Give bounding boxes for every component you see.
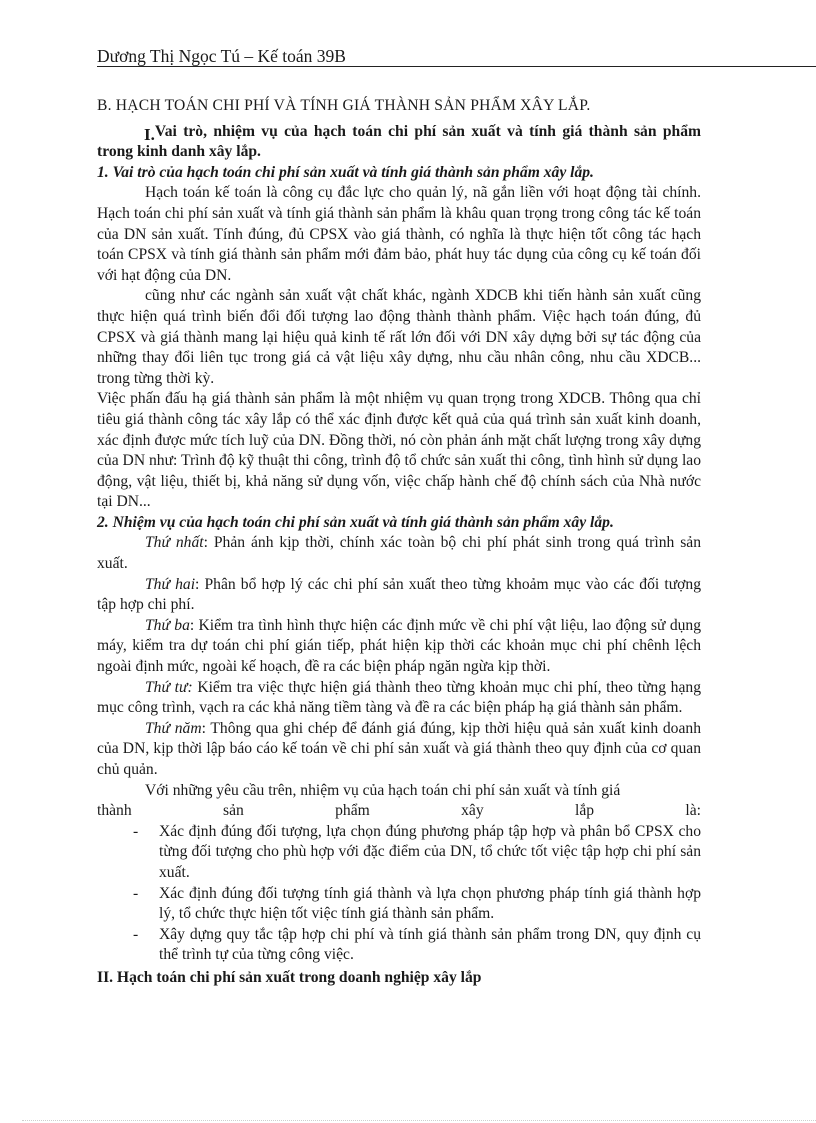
list-item: - Xác định đúng đối tượng tính giá thành và lựa chọn phương pháp tính giá thành hợp lý, tổ chức thực hiện tốt việc tính giá thành sản phẩm. xyxy=(159,884,701,925)
task-4-text: Kiểm tra việc thực hiện giá thành theo từng khoản mục chi phí, theo từng hạng mục công trình, vạch ra các khả năng tiềm tàng và đề ra các biện pháp hạ giá thành sản phẩm. xyxy=(97,678,701,717)
paragraph-3: Việc phấn đấu hạ giá thành sản phẩm là một nhiệm vụ quan trọng trong XDCB. Thông qua chỉ tiêu giá thành công tác xây lắp có thể xác định được kết quả của quá trình sản xuất kinh doanh, xác định được mức tích luỹ của DN. Đồng thời, nó còn phản ánh mặt chất lượng trong xây dựng của DN như: Trình độ kỹ thuật thi công, trình độ tổ chức sản xuất thi công, tình hình sử dụng lao động, vật liệu, thiết bị, khả năng sử dụng vốn, việc chấp hành chế độ chính sách của Nhà nước tại DN... xyxy=(97,390,701,511)
paragraph-1: Hạch toán kế toán là công cụ đắc lực cho quản lý, nã gắn liền với hoạt động tài chính. Hạch toán chi phí sản xuất và tính giá thành sản phẩm là khâu quan trọng trong công tác kế toán của DN sản xuất. Tính đúng, đủ CPSX vào giá thành, có nghĩa là thực hiện tốt công tác hạch toán CPSX và tính giá thành sản phẩm mới đảm bảo, phát huy tác dụng của công cụ kế toán đối với hạt động của DN. xyxy=(97,184,701,284)
task-4 xyxy=(97,678,701,719)
task-2-text: : Phân bổ hợp lý các chi phí sản xuất theo từng khoảm mục vào các đối tượng tập hợp chi phí. xyxy=(97,575,701,614)
task-1-label: Thứ nhất xyxy=(145,534,204,552)
subsection-2-heading: 2. Nhiệm vụ của hạch toán chi phí sản xuất và tính giá thành sản phẩm xây lắp. xyxy=(97,513,614,531)
requirements-intro-line-2: thành sản phẩm xây lắp là: xyxy=(97,802,701,820)
list-item: - Xây dựng quy tắc tập hợp chi phí và tính giá thành sản phẩm trong DN, quy định cụ thể trình tự của từng công việc. xyxy=(159,925,701,966)
task-5-text: : Thông qua ghi chép để đánh giá đúng, kịp thời hiệu quả sản xuất kinh doanh của DN, kịp thời lập báo cáo kế toán về chi phí sản xuất và giá thành theo quy định của cơ quan chủ quản. xyxy=(97,719,701,778)
paragraph-2: cũng như các ngành sản xuất vật chất khác, ngành XDCB khi tiến hành sản xuất cũng thực hiện quá trình biến đổi đối tượng lao động thành thành phẩm. Việc hạch toán đúng, đủ CPSX và giá thành mang lại hiệu quả kinh tế rất lớn đối với DN xây dựng bởi sự tác động của những thay đổi liên tục trong giá cả vật liệu xây dựng, nhu cầu nhân công, nhu cầu XDCB... trong từng thời kỳ. xyxy=(97,287,701,387)
section-ii-heading: II. Hạch toán chi phí sản xuất trong doanh nghiệp xây lắp xyxy=(97,968,482,986)
task-1 xyxy=(97,533,701,574)
part-b-title: B. HẠCH TOÁN CHI PHÍ VÀ TÍNH GIÁ THÀNH SẢN PHẨM XÂY LẮP. xyxy=(97,97,591,114)
requirements-list xyxy=(97,822,701,966)
page-header: Dương Thị Ngọc Tú – Kế toán 39B xyxy=(97,46,346,66)
task-3-label: Thứ ba xyxy=(145,616,190,634)
task-5-label: Thứ năm xyxy=(145,719,202,737)
task-2 xyxy=(97,575,701,616)
task-2-label: Thứ hai xyxy=(145,575,196,593)
task-5 xyxy=(97,719,701,781)
requirements-intro-line-1: Với những yêu cầu trên, nhiệm vụ của hạch toán chi phí sản xuất và tính giá xyxy=(145,781,621,799)
task-3-text: : Kiểm tra tình hình thực hiện các định mức về chi phí vật liệu, lao động sử dụng máy, kiểm tra dự toán chi phí gián tiếp, phát hiện kịp thời các khoản mục chi phí chênh lệch ngoài định mức, ngoài kế hoạch, đề ra các biện pháp ngăn ngừa kịp thời. xyxy=(97,616,702,676)
task-4-label: Thứ tư: xyxy=(145,678,193,696)
task-3 xyxy=(97,616,701,678)
section-i-title: Vai trò, nhiệm vụ của hạch toán chi phí sản xuất và tính giá thành sản phẩm trong kinh danh xây lắp. xyxy=(97,122,701,161)
subsection-1-heading: 1. Vai trò của hạch toán chi phí sản xuất và tính giá thành sản phẩm xây lắp. xyxy=(97,163,594,181)
task-1-text: : Phản ánh kịp thời, chính xác toàn bộ chi phí phát sinh trong quá trình sản xuất. xyxy=(97,534,702,573)
footer-rule xyxy=(22,1120,816,1121)
section-i-heading xyxy=(97,121,701,163)
document-body xyxy=(97,96,701,989)
section-i-number: I. xyxy=(144,124,155,144)
header-rule xyxy=(97,66,816,67)
list-item: - Xác định đúng đối tượng, lựa chọn đúng phương pháp tập hợp và phân bổ CPSX cho từng đối tượng cho phù hợp với đặc điểm của DN, tổ chức tốt việc tập hợp chi phí sản xuất. xyxy=(159,822,701,884)
